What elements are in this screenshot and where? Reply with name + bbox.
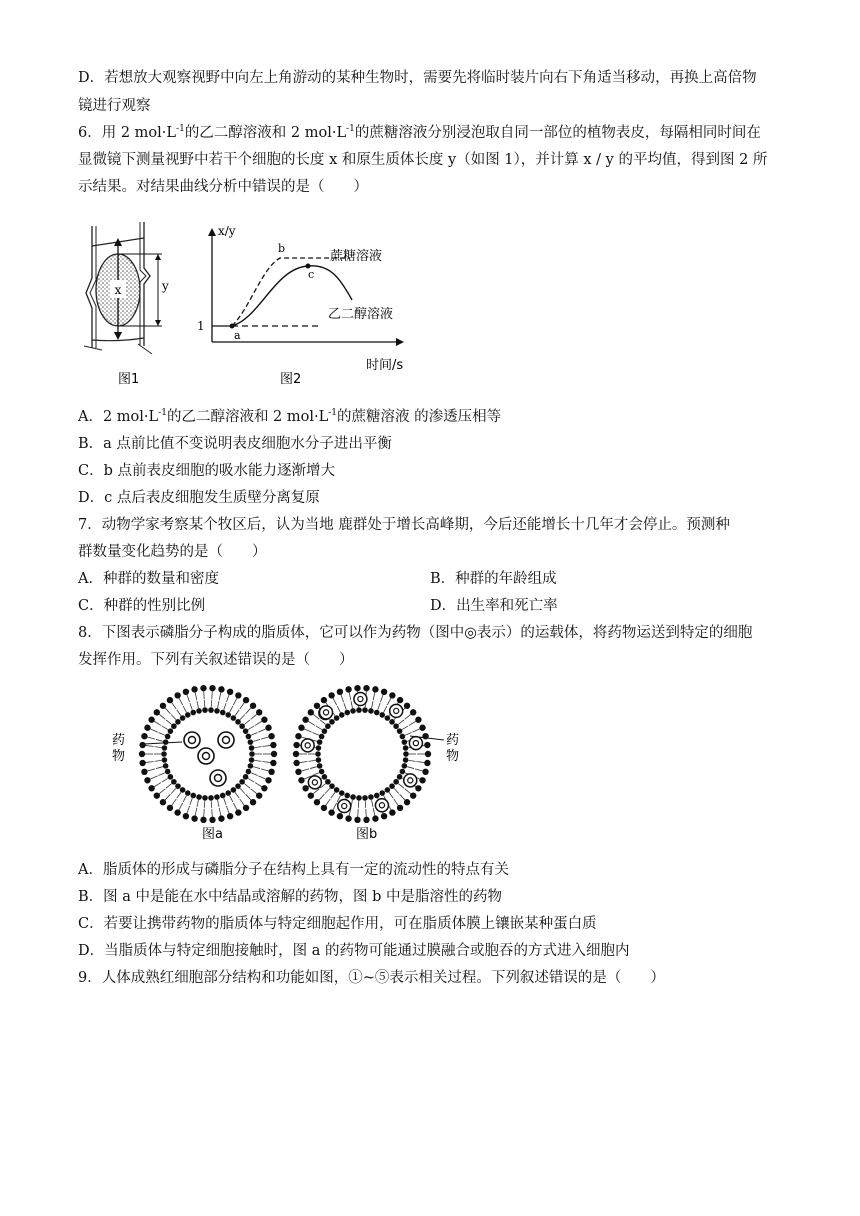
q5-option-d-line2: 镜进行观察 (78, 98, 151, 114)
fig-b-drug-label-1: 药 (446, 733, 460, 748)
q7-option-c: C．种群的性别比例 (78, 598, 206, 614)
fig2-point-b: b (278, 242, 286, 255)
liposome-b (293, 685, 431, 823)
figure-2-graph (190, 218, 420, 393)
fig-a-drug-label-2: 物 (112, 749, 126, 764)
fig2-ylabel: x/y (218, 224, 236, 238)
fig2-point-c: c (308, 268, 315, 281)
figure-1-plant-cell (78, 218, 198, 393)
fig2-xlabel: 时间/s (366, 358, 404, 373)
q7-stem-line2: 群数量变化趋势的是（ ） (78, 544, 267, 560)
q6-option-c: C．b 点前表皮细胞的吸水能力逐渐增大 (78, 463, 335, 479)
fig1-label-x: x (114, 283, 122, 297)
q8-option-d: D．当脂质体与特定细胞接触时，图 a 的药物可能通过膜融合或胞吞的方式进入细胞内 (78, 943, 630, 959)
q8-stem-line2: 发挥作用。下列有关叙述错误的是（ ） (78, 652, 354, 668)
fig-b-caption: 图b (356, 827, 378, 842)
q6-stem-line1: 6．用 2 $mol\cdot L^{-1}$的乙二醇溶液和 2 $mol\cdot L^{-1}$的蔗糖溶液分别浸泡取自同一部位的植物表皮，每隔相同时间在 (78, 124, 761, 141)
fig2-caption: 图2 (280, 372, 302, 387)
q6-option-b: B．a 点前比值不变说明表皮细胞水分子进出平衡 (78, 436, 392, 452)
q8-option-b: B．图 a 中是能在水中结晶或溶解的药物，图 b 中是脂溶性的药物 (78, 889, 503, 905)
q8-option-a: A．脂质体的形成与磷脂分子在结构上具有一定的流动性的特点有关 (78, 862, 509, 878)
fig-a-drug-label-1: 药 (112, 733, 126, 748)
figure-liposomes (110, 682, 490, 847)
fig-b-drug-label-2: 物 (446, 749, 460, 764)
fig1-caption: 图1 (118, 372, 140, 387)
fig2-point-a: a (234, 329, 241, 342)
fig-a-caption: 图a (202, 827, 223, 842)
q7-stem-line1: 7．动物学家考察某个牧区后，认为当地 鹿群处于增长高峰期，今后还能增长十几年才会停止。预测种 (78, 517, 730, 533)
q7-option-a: A．种群的数量和密度 (78, 571, 219, 587)
q5-option-d-line1: D．若想放大观察视野中向左上角游动的某种生物时，需要先将临时装片向右下角适当移动，再换上高倍物 (78, 70, 757, 86)
fig2-tick-1: 1 (197, 319, 205, 333)
fig2-series-glycol: 乙二醇溶液 (328, 307, 394, 322)
q7-option-d: D．出生率和死亡率 (430, 598, 558, 614)
q6-stem-line2: 显微镜下测量视野中若干个细胞的长度 x 和原生质体长度 y（如图 1），并计算 x / y 的平均值，得到图 2 所 (78, 152, 768, 168)
q6-option-a: A．2 $mol\cdot L^{-1}$的乙二醇溶液和 2 $mol\cdot L^{-1}$的蔗糖溶液 的渗透压相等 (78, 408, 502, 425)
q7-option-b: B．种群的年龄组成 (430, 571, 557, 587)
fig1-label-y: y (162, 279, 169, 293)
q8-option-c: C．若要让携带药物的脂质体与特定细胞起作用，可在脂质体膜上镶嵌某种蛋白质 (78, 916, 597, 932)
q6-stem-line3: 示结果。对结果曲线分析中错误的是（ ） (78, 179, 368, 195)
q6-option-d: D．c 点后表皮细胞发生质壁分离复原 (78, 490, 320, 506)
q8-stem-line1: 8．下图表示磷脂分子构成的脂质体，它可以作为药物（图中◎表示）的运载体，将药物运送到特定的细胞 (78, 625, 753, 641)
fig2-series-sucrose: 蔗糖溶液 (330, 249, 383, 264)
liposome-a-drugs (184, 732, 234, 786)
q9-stem-line1: 9．人体成熟红细胞部分结构和功能如图，①~⑤表示相关过程。下列叙述错误的是（ ） (78, 970, 665, 986)
